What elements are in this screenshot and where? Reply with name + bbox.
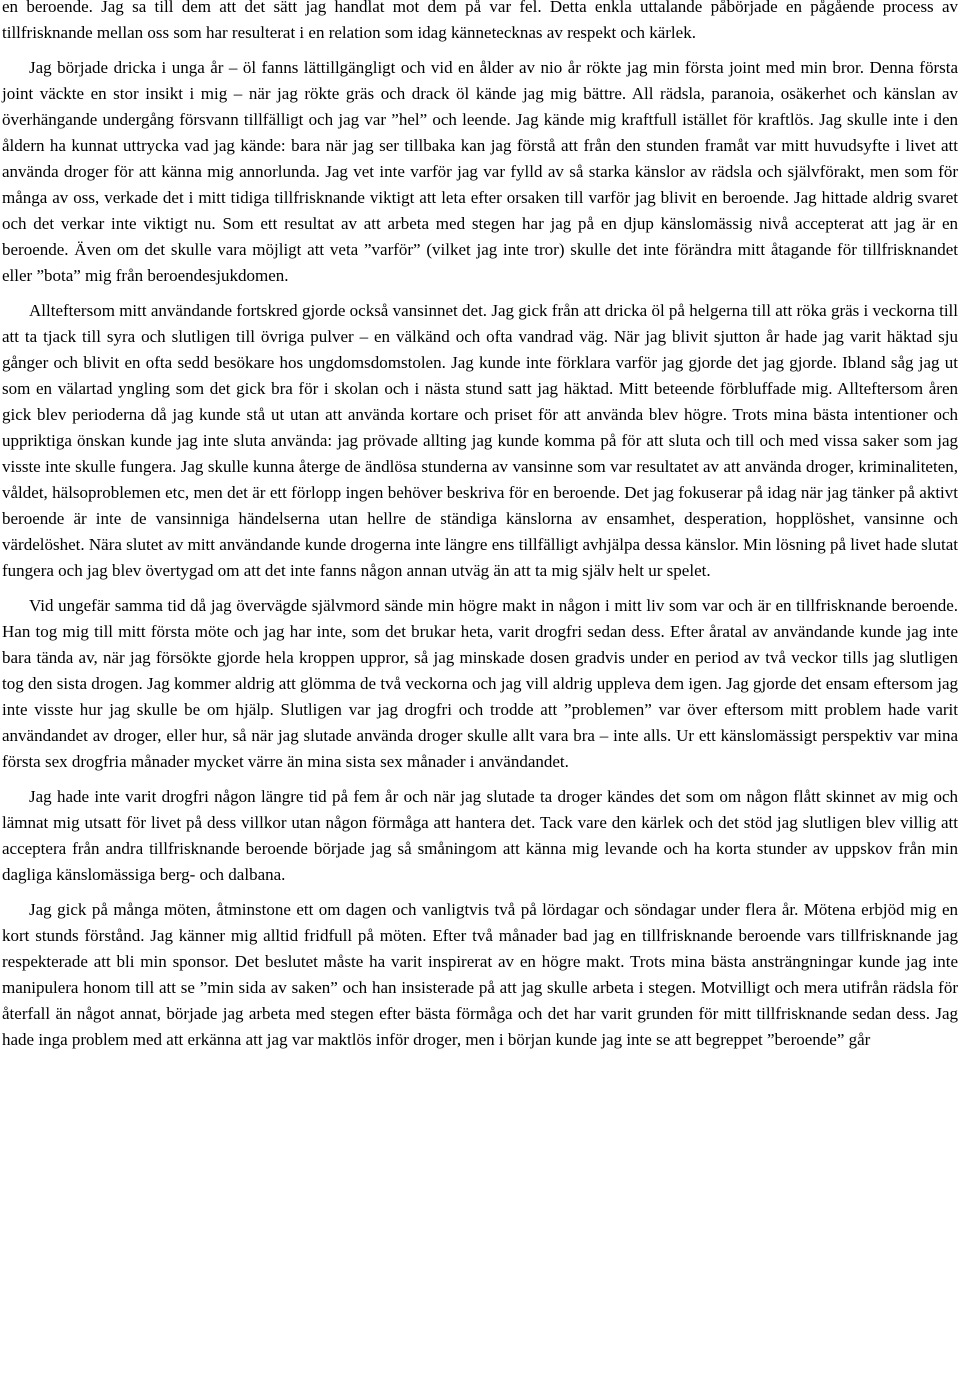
paragraph-1: en beroende. Jag sa till dem att det sätt jag handlat mot dem på var fel. Detta enkla uttalande påbörjade en pågående process av tillfrisknande mellan oss som har resulterat i en relation som idag kännetecknas av respekt och kärlek. xyxy=(2,0,958,42)
paragraph-2: Jag började dricka i unga år – öl fanns lättillgängligt och vid en ålder av nio år rökte jag min första joint med min bror. Denna första joint väckte en stor insikt i mig – när jag rökte gräs och drack öl kände jag mig bättre. All rädsla, paranoia, osäkerhet och känslan av överhängande undergång försvann tillfälligt och jag var ”hel” och leende. Jag kände mig kraftfull istället för kraftlös. Jag skulle inte i den åldern ha kunnat uttrycka vad jag kände: bara när jag ser tillbaka kan jag förstå att från den stunden framåt var mitt huvudsyfte i livet att använda droger för att känna mig annorlunda. Jag vet inte varför jag var fylld av så starka känslor av rädsla och självförakt, men som för många av oss, verkade det i mitt tidiga tillfrisknande viktigt att leta efter orsaken till varför jag blivit en beroende. Jag hittade aldrig svaret och det verkar inte viktigt nu. Som ett resultat av att arbeta med stegen har jag på en djup känslomässig nivå accepterat att jag är en beroende. Även om det skulle vara möjligt att veta ”varför” (vilket jag inte tror) skulle det inte förändra mitt åtagande för tillfrisknandet eller ”bota” mig från beroendesjukdomen. xyxy=(2,58,958,285)
paragraph-4: Vid ungefär samma tid då jag övervägde självmord sände min högre makt in någon i mitt liv som var och är en tillfrisknande beroende. Han tog mig till mitt första möte och jag har inte, som det brukar heta, varit drogfri sedan dess. Efter åratal av användande kunde jag inte bara tända av, när jag försökte gjorde hela kroppen uppror, så jag minskade dosen gradvis under en period av två veckor tills jag slutligen tog den sista drogen. Jag kommer aldrig att glömma de två veckorna och jag vill aldrig uppleva dem igen. Jag gjorde det ensam eftersom jag inte visste hur jag skulle be om hjälp. Slutligen var jag drogfri och trodde att ”problemen” var över eftersom mitt problem hade varit användandet av droger, eller hur, så när jag slutade använda droger skulle allt vara bra – inte alls. Ur ett känslomässigt perspektiv var mina första sex drogfria månader mycket värre än mina sista sex månader i användandet. xyxy=(2,596,958,771)
paragraph-3: Allteftersom mitt användande fortskred gjorde också vansinnet det. Jag gick från att dricka öl på helgerna till att röka gräs i veckorna till att ta tjack till syra och slutligen till övriga pulver – en välkänd och ofta vandrad väg. När jag blivit sjutton år hade jag varit häktad sju gånger och blivit en ofta sedd besökare hos ungdomsdomstolen. Jag kunde inte förklara varför jag gjorde det jag gjorde. Ibland såg jag ut som en välartad yngling som det gick bra för i skolan och i nästa stund satt jag häktad. Mitt beteende förbluffade mig. Allteftersom åren gick blev perioderna då jag kunde stå ut utan att använda kortare och priset för att använda blev högre. Trots mina bästa intentioner och uppriktiga önskan kunde jag inte sluta använda: jag prövade allting jag kunde komma på för att sluta och till och med vissa saker som jag visste inte skulle fungera. Jag skulle kunna återge de ändlösa stunderna av vansinne som var resultatet av att använda droger, kriminaliteten, våldet, hälsoproblemen etc, men det är ett förlopp ingen behöver beskriva för en beroende. Det jag fokuserar på idag när jag tänker på aktivt beroende är inte de vansinniga händelserna utan hellre de ständiga känslorna av ensamhet, desperation, hopplöshet, vansinne och värdelöshet. Nära slutet av mitt användande kunde drogerna inte längre ens tillfälligt avhjälpa dessa känslor. Min lösning på livet hade slutat fungera och jag blev övertygad om att det inte fanns någon annan utväg än att ta mig själv helt ur spelet. xyxy=(2,301,958,580)
paragraph-6: Jag gick på många möten, åtminstone ett om dagen och vanligtvis två på lördagar och söndagar under flera år. Mötena erbjöd mig en kort stunds förstånd. Jag känner mig alltid fridfull på möten. Efter två månader bad jag en tillfrisknande beroende vars tillfrisknande jag respekterade att bli min sponsor. Det beslutet måste ha varit inspirerat av en högre makt. Trots mina bästa ansträngningar kunde jag inte manipulera honom till att se ”min sida av saken” och han insisterade på att jag skulle arbeta i stegen. Motvilligt och mera utifrån rädsla för återfall än något annat, började jag arbeta med stegen efter bästa förmåga och det har varit grunden för mitt tillfrisknande sedan dess. Jag hade inga problem med att erkänna att jag var maktlös inför droger, men i början kunde jag inte se att begreppet ”beroende” går xyxy=(2,900,958,1049)
paragraph-5: Jag hade inte varit drogfri någon längre tid på fem år och när jag slutade ta droger kändes det som om någon flått skinnet av mig och lämnat mig utsatt för livet på dess villkor utan någon förmåga att hantera det. Tack vare den kärlek och det stöd jag slutligen blev villig att acceptera från andra tillfrisknande beroende började jag så småningom att känna mig levande och ha korta stunder av uppskov från min dagliga känslomässiga berg- och dalbana. xyxy=(2,787,958,884)
